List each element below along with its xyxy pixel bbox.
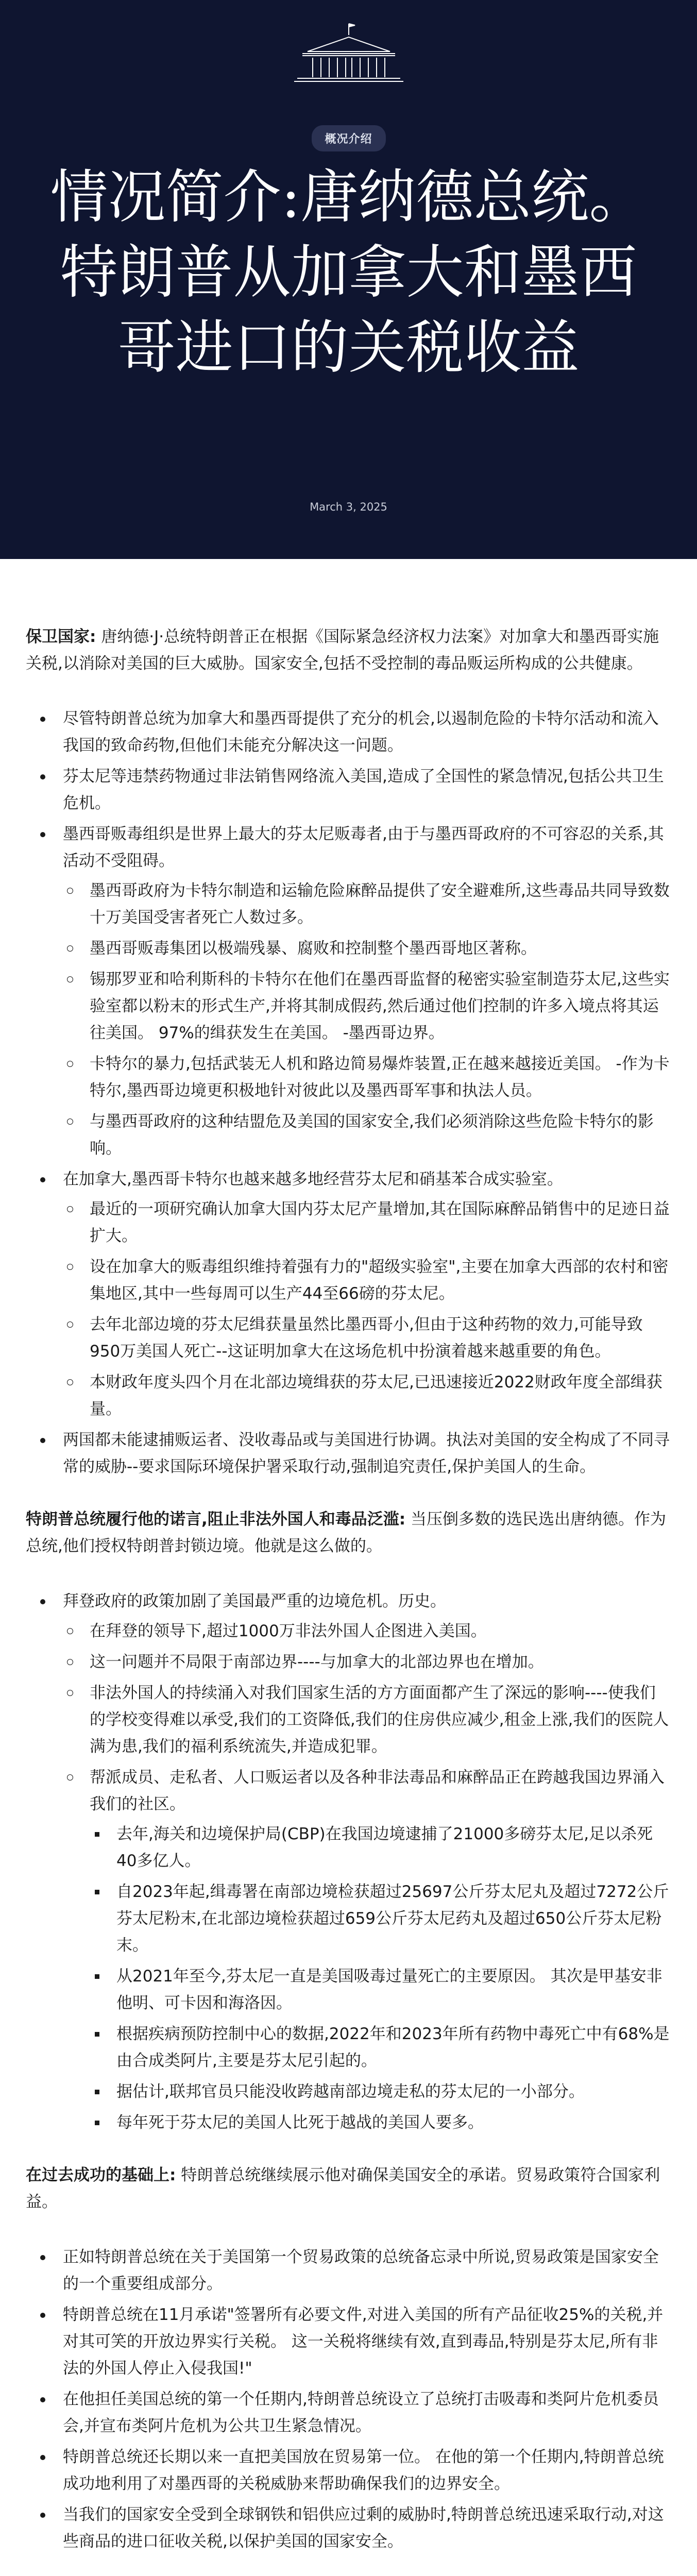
bullet-list bbox=[36, 705, 671, 1480]
nested-list-item: 每年死于芬太尼的美国人比死于越战的美国人要多。 bbox=[90, 2109, 671, 2136]
sub-list bbox=[63, 1618, 671, 2136]
sub-list-item: 卡特尔的暴力,包括武装无人机和路边简易爆炸装置,正在越来越接近美国。 -作为卡特尔,墨西哥边境更积极地针对彼此以及墨西哥军事和执法人员。 bbox=[63, 1050, 671, 1104]
list-item-text: 墨西哥贩毒组织是世界上最大的芬太尼贩毒者,由于与墨西哥政府的不可容忍的关系,其活动不受阻碍。 bbox=[63, 825, 664, 870]
nested-list bbox=[90, 1821, 671, 2136]
article-body bbox=[0, 559, 697, 2576]
sub-list-item-text: 帮派成员、走私者、人口贩运者以及各种非法毒品和麻醉品正在跨越我国边界涌入我们的社区。 bbox=[90, 1768, 665, 1814]
sub-list-item: 本财政年度头四个月在北部边境缉获的芬太尼,已迅速接近2022财政年度全部缉获量。 bbox=[63, 1369, 671, 1422]
section-lead: 保卫国家: bbox=[26, 628, 96, 646]
list-item: 在他担任美国总统的第一个任期内,特朗普总统设立了总统打击吸毒和类阿片危机委员会,并宣布类阿片危机为公共卫生紧急情况。 bbox=[36, 2386, 671, 2439]
section-text: 特朗普总统继续展示他对确保美国安全的承诺。贸易政策符合国家利益。 bbox=[26, 2166, 660, 2211]
list-item bbox=[36, 821, 671, 1162]
nested-list-item: 从2021年至今,芬太尼一直是美国吸毒过量死亡的主要原因。 其次是甲基安非他明、可卡因和海洛因。 bbox=[90, 1963, 671, 2016]
list-item bbox=[36, 1166, 671, 1422]
list-item: 尽管特朗普总统为加拿大和墨西哥提供了充分的机会,以遏制危险的卡特尔活动和流入我国的致命药物,但他们未能充分解决这一问题。 bbox=[36, 705, 671, 759]
sub-list-item: 这一问题并不局限于南部边界----与加拿大的北部边界也在增加。 bbox=[63, 1649, 671, 1675]
sub-list-item: 墨西哥政府为卡特尔制造和运输危险麻醉品提供了安全避难所,这些毒品共同导致数十万美国受害者死亡人数过多。 bbox=[63, 877, 671, 931]
sub-list-item: 锡那罗亚和哈利斯科的卡特尔在他们在墨西哥监督的秘密实验室制造芬太尼,这些实验室都以粉末的形式生产,并将其制成假药,然后通过他们控制的许多入境点将其运往美国。 97%的缉获发生在美国。 -墨西哥边界。 bbox=[63, 966, 671, 1046]
section-text: 唐纳德·J·总统特朗普正在根据《国际紧急经济权力法案》对加拿大和墨西哥实施关税,以消除对美国的巨大威胁。国家安全,包括不受控制的毒品贩运所构成的公共健康。 bbox=[26, 628, 659, 673]
list-item: 芬太尼等违禁药物通过非法销售网络流入美国,造成了全国性的紧急情况,包括公共卫生危机。 bbox=[36, 763, 671, 817]
nested-list-item: 根据疾病预防控制中心的数据,2022年和2023年所有药物中毒死亡中有68%是由合成类阿片,主要是芬太尼引起的。 bbox=[90, 2021, 671, 2074]
section-intro bbox=[26, 623, 671, 677]
sub-list-item: 设在加拿大的贩毒组织维持着强有力的"超级实验室",主要在加拿大西部的农村和密集地区,其中一些每周可以生产44至66磅的芬太尼。 bbox=[63, 1253, 671, 1307]
list-item-text: 在加拿大,墨西哥卡特尔也越来越多地经营芬太尼和硝基苯合成实验室。 bbox=[63, 1170, 563, 1189]
logo-wrap bbox=[0, 20, 697, 87]
sub-list-item: 墨西哥贩毒集团以极端残暴、腐败和控制整个墨西哥地区著称。 bbox=[63, 935, 671, 962]
page-title: 情况简介:唐纳德总统。特朗普从加拿大和墨西哥进口的关税收益 bbox=[50, 164, 647, 381]
list-item: 两国都未能逮捕贩运者、没收毒品或与美国进行协调。执法对美国的安全构成了不同寻常的威胁--要求国际环境保护署采取行动,强制追究责任,保护美国人的生命。 bbox=[36, 1427, 671, 1480]
sub-list-item bbox=[63, 1764, 671, 2136]
list-item: 特朗普总统还长期以来一直把美国放在贸易第一位。 在他的第一个任期内,特朗普总统成功地利用了对墨西哥的关税威胁来帮助确保我们的边界安全。 bbox=[36, 2444, 671, 2497]
white-house-logo-icon[interactable] bbox=[287, 20, 411, 87]
section-text: 当压倒多数的选民选出唐纳德。作为总统,他们授权特朗普封锁边境。他就是这么做的。 bbox=[26, 1510, 667, 1555]
sub-list-item: 与墨西哥政府的这种结盟危及美国的国家安全,我们必须消除这些危险卡特尔的影响。 bbox=[63, 1108, 671, 1162]
section-lead: 在过去成功的基础上: bbox=[26, 2166, 176, 2184]
hero-banner bbox=[0, 0, 697, 559]
sub-list bbox=[63, 877, 671, 1162]
bullet-list bbox=[36, 1588, 671, 2136]
sub-list-item: 在拜登的领导下,超过1000万非法外国人企图进入美国。 bbox=[63, 1618, 671, 1645]
sub-list-item: 非法外国人的持续涌入对我们国家生活的方方面面都产生了深远的影响----使我们的学校变得难以承受,我们的工资降低,我们的住房供应减少,租金上涨,我们的医院人满为患,我们的福利系统流失,并造成犯罪。 bbox=[63, 1680, 671, 1760]
nested-list-item: 自2023年起,缉毒署在南部边境检获超过25697公斤芬太尼丸及超过7272公斤芬太尼粉末,在北部边境检获超过659公斤芬太尼药丸及超过650公斤芬太尼粉末。 bbox=[90, 1878, 671, 1959]
sub-list-item: 去年北部边境的芬太尼缉获量虽然比墨西哥小,但由于这种药物的效力,可能导致950万美国人死亡--这证明加拿大在这场危机中扮演着越来越重要的角色。 bbox=[63, 1311, 671, 1365]
category-badge: 概况介绍 bbox=[311, 125, 385, 151]
section-intro bbox=[26, 1506, 671, 1560]
sub-list-item: 最近的一项研究确认加拿大国内芬太尼产量增加,其在国际麻醉品销售中的足迹日益扩大。 bbox=[63, 1196, 671, 1249]
nested-list-item: 去年,海关和边境保护局(CBP)在我国边境逮捕了21000多磅芬太尼,足以杀死40多亿人。 bbox=[90, 1821, 671, 1874]
list-item: 正如特朗普总统在关于美国第一个贸易政策的总统备忘录中所说,贸易政策是国家安全的一个重要组成部分。 bbox=[36, 2244, 671, 2297]
section-lead: 特朗普总统履行他的诺言,阻止非法外国人和毒品泛滥: bbox=[26, 1510, 406, 1529]
list-item: 特朗普总统在11月承诺"签署所有必要文件,对进入美国的所有产品征收25%的关税,并对其可笑的开放边界实行关税。 这一关税将继续有效,直到毒品,特别是芬太尼,所有非法的外国人停止入侵我国!" bbox=[36, 2301, 671, 2382]
section-intro bbox=[26, 2162, 671, 2215]
list-item-text: 拜登政府的政策加剧了美国最严重的边境危机。历史。 bbox=[63, 1592, 446, 1611]
nested-list-item: 据估计,联邦官员只能没收跨越南部边境走私的芬太尼的一小部分。 bbox=[90, 2078, 671, 2105]
publish-date: March 3, 2025 bbox=[310, 501, 387, 513]
bullet-list bbox=[36, 2244, 671, 2555]
sub-list bbox=[63, 1196, 671, 1422]
list-item: 当我们的国家安全受到全球钢铁和铝供应过剩的威胁时,特朗普总统迅速采取行动,对这些商品的进口征收关税,以保护美国的国家安全。 bbox=[36, 2501, 671, 2555]
list-item bbox=[36, 1588, 671, 2136]
